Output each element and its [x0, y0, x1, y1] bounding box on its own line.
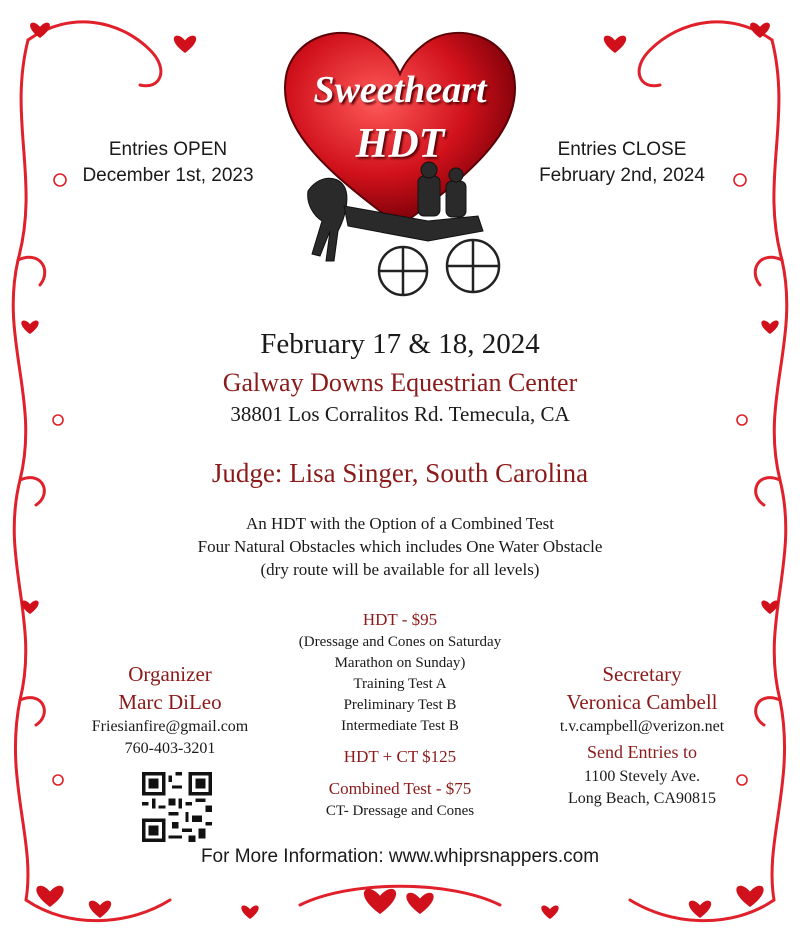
entries-close-block — [512, 137, 732, 189]
qr-code[interactable] — [142, 772, 212, 842]
logo-subtitle: HDT — [355, 121, 445, 167]
ct-price: Combined Test - $75 — [328, 779, 472, 798]
logo-title: Sweetheart — [313, 69, 487, 111]
secretary-address: Long Beach, CA90815 — [568, 790, 716, 807]
judge-line: Judge: Lisa Singer, South Carolina — [211, 458, 589, 488]
venue-name: Galway Downs Equestrian Center — [222, 368, 578, 397]
test-level: Training Test A — [353, 676, 447, 692]
entries-open-date: December 1st, 2023 — [82, 165, 254, 186]
description-line: (dry route will be available for all levels) — [260, 560, 540, 579]
description-line: An HDT with the Option of a Combined Test — [246, 514, 554, 533]
secretary-block — [522, 660, 762, 810]
test-level: Preliminary Test B — [343, 697, 457, 713]
test-level: Intermediate Test B — [341, 718, 459, 734]
secretary-email[interactable]: t.v.campbell@verizon.net — [559, 718, 725, 735]
send-entries-label: Send Entries to — [587, 742, 697, 762]
secretary-title: Secretary — [602, 662, 682, 686]
entries-close-date: February 2nd, 2024 — [539, 165, 705, 186]
entries-open-label: Entries OPEN — [108, 139, 228, 160]
hdt-ct-price: HDT + CT $125 — [343, 747, 457, 766]
pricing-block — [270, 608, 530, 822]
hdt-detail: (Dressage and Cones on Saturday — [298, 634, 502, 650]
secretary-address: 1100 Stevely Ave. — [584, 768, 700, 785]
sweetheart-hdt-logo — [278, 16, 522, 316]
description-line: Four Natural Obstacles which includes One Water Obstacle — [197, 537, 603, 556]
organizer-name: Marc DiLeo — [118, 690, 222, 714]
event-description — [0, 512, 800, 581]
ct-detail: CT- Dressage and Cones — [325, 803, 475, 819]
organizer-phone: 760-403-3201 — [124, 740, 216, 757]
organizer-email[interactable]: Friesianfire@gmail.com — [91, 718, 249, 735]
organizer-title: Organizer — [128, 662, 212, 686]
organizer-block — [60, 660, 280, 760]
entries-close-label: Entries CLOSE — [557, 139, 687, 160]
secretary-name: Veronica Cambell — [566, 690, 718, 714]
hdt-detail: Marathon on Sunday) — [334, 655, 466, 671]
entries-open-block — [58, 137, 278, 189]
event-date: February 17 & 18, 2024 — [260, 328, 540, 360]
hdt-price: HDT - $95 — [362, 610, 438, 629]
venue-address: 38801 Los Corralitos Rd. Temecula, CA — [230, 402, 570, 426]
more-information-link[interactable]: For More Information: www.whiprsnappers.com — [200, 846, 600, 867]
